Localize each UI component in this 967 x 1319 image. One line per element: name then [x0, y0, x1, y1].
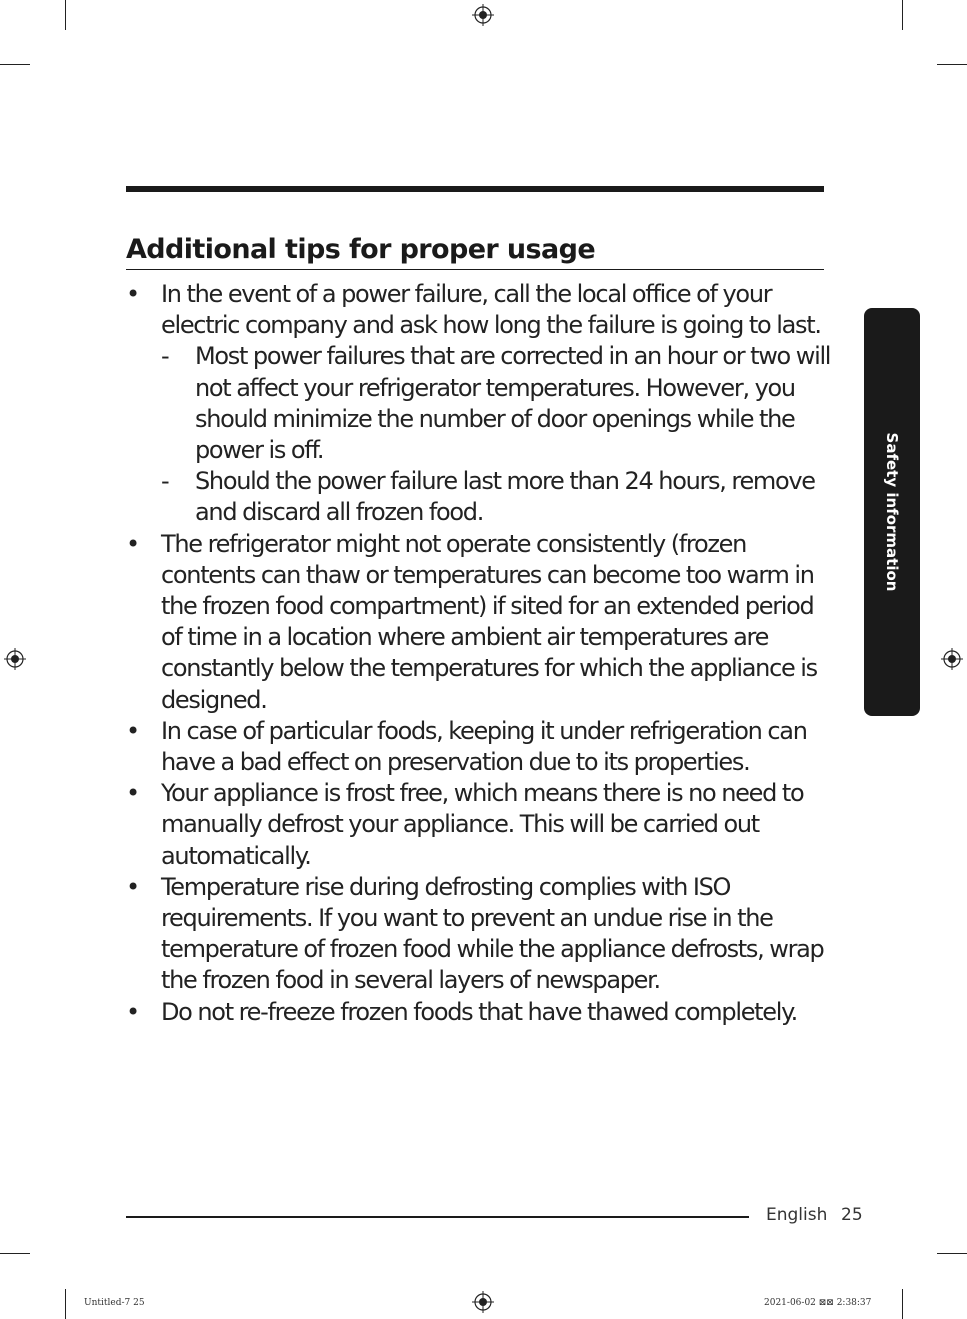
list-item-text: In the event of a power failure, call the local office of your electric company and ask how long the failure is going to last.	[161, 280, 821, 340]
dash-marker: -	[161, 342, 169, 371]
bullet-marker: •	[126, 779, 139, 808]
list-item	[126, 529, 838, 716]
registration-mark-icon	[4, 648, 26, 670]
section-top-rule	[126, 186, 824, 192]
sub-list-item-text: Most power failures that are corrected in an hour or two will not affect your refrigerator temperatures. However, you should minimize the number of door openings while the power is off.	[195, 342, 831, 465]
dash-marker: -	[161, 467, 169, 496]
list-item-text: In case of particular foods, keeping it under refrigeration can have a bad effect on preservation due to its properties.	[161, 716, 807, 777]
tips-list	[126, 279, 838, 1028]
sub-list-item	[161, 341, 838, 466]
bullet-marker: •	[126, 872, 139, 901]
list-item	[126, 279, 838, 529]
crop-mark	[0, 64, 30, 65]
page-number: 25	[841, 1205, 863, 1225]
sub-list-item-text: Should the power failure last more than 24 hours, remove and discard all frozen food.	[195, 467, 815, 527]
crop-mark	[902, 1289, 903, 1319]
sub-list	[161, 341, 838, 528]
list-item-text: Temperature rise during defrosting complies with ISO requirements. If you want to prevent an undue rise in the temperature of frozen food while the appliance defrosts, wrap the frozen food in several layers of newspaper.	[161, 872, 824, 995]
print-slug-timestamp: 2021-06-02 ⊠⊠ 2:38:37	[764, 1298, 872, 1308]
section-tab	[864, 308, 920, 716]
sub-list-item	[161, 466, 838, 528]
list-item-text: Your appliance is frost free, which means there is no need to manually defrost your appliance. This will be carried out automatically.	[161, 779, 804, 870]
footer-language: English	[766, 1205, 828, 1225]
tips-content	[126, 279, 838, 1028]
registration-mark-icon	[472, 1291, 494, 1313]
crop-mark	[65, 1289, 66, 1319]
list-item	[126, 778, 838, 872]
crop-mark	[937, 64, 967, 65]
print-slug-file: Untitled-7 25	[84, 1298, 145, 1308]
crop-mark	[937, 1253, 967, 1254]
footer-rule	[126, 1216, 749, 1218]
crop-mark	[0, 1253, 30, 1254]
list-item	[126, 997, 838, 1028]
list-item-text: Do not re-freeze frozen foods that have thawed completely.	[161, 997, 797, 1026]
list-item-text: The refrigerator might not operate consistently (frozen contents can thaw or temperatures can become too warm in the frozen food compartment) if sited for an extended period of time in a location where ambient air temperatures are constantly below the temperatures for which the appliance is designed.	[161, 529, 817, 714]
bullet-marker: •	[126, 529, 139, 558]
section-tab-label: Safety information	[883, 432, 901, 592]
bullet-marker: •	[126, 997, 139, 1026]
section-heading: Additional tips for proper usage	[126, 232, 824, 270]
bullet-marker: •	[126, 280, 139, 308]
registration-mark-icon	[941, 648, 963, 670]
crop-mark	[65, 0, 66, 30]
list-item	[126, 872, 838, 997]
bullet-marker: •	[126, 716, 139, 745]
list-item	[126, 716, 838, 778]
crop-mark	[902, 0, 903, 30]
registration-mark-icon	[472, 4, 494, 26]
